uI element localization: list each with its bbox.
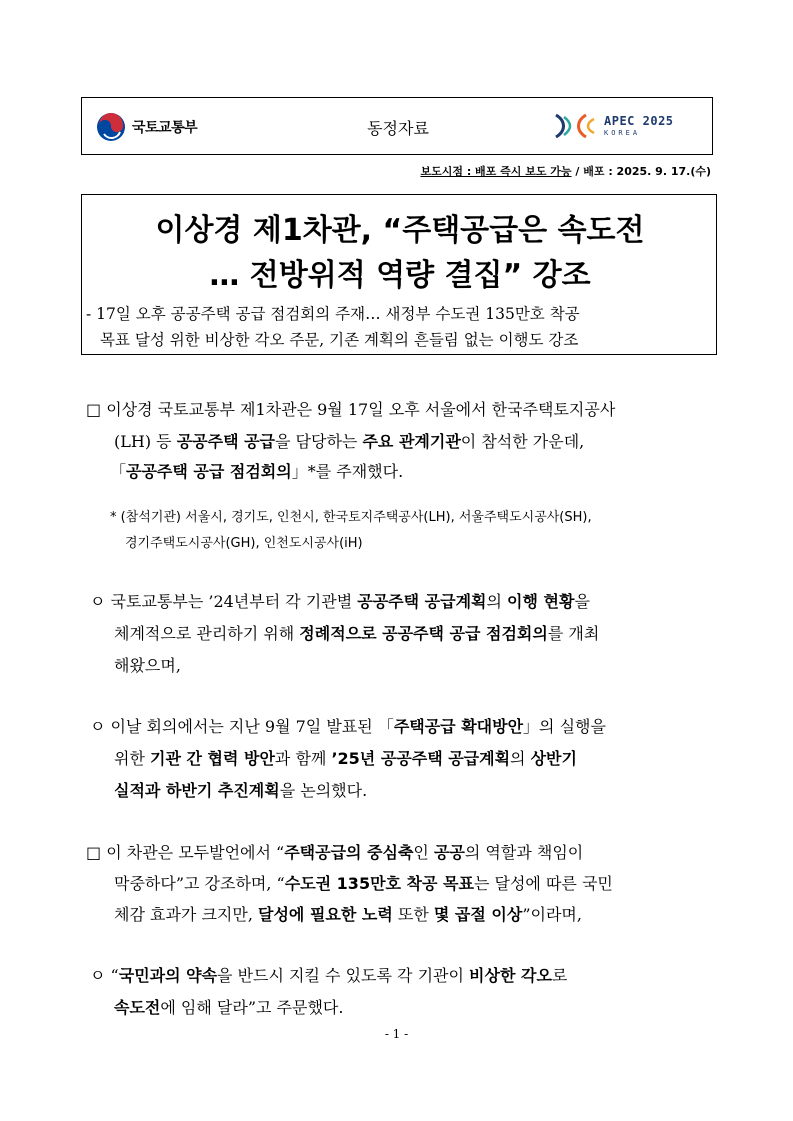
footnote-line-1: * (참석기관) 서울시, 경기도, 인천시, 한국토지주택공사(LH), 서울주택도시공사(SH),: [110, 510, 592, 525]
title-box: [81, 194, 717, 355]
headline-line-1: 이상경 제1차관, “주택공급은 속도전: [155, 213, 645, 248]
paragraph-2-line-2: 체계적으로 관리하기 위해 정례적으로 공공주택 공급 점검회의를 개최: [114, 624, 600, 643]
paragraph-1-line-2: (LH) 등 공공주택 공급을 담당하는 주요 관계기관이 참석한 가운데,: [114, 432, 585, 451]
paragraph-2-line-1: ㅇ 국토교통부는 ’24년부터 각 기관별 공공주택 공급계획의 이행 현황을: [90, 592, 590, 611]
paragraph-5-line-1: ㅇ “국민과의 약속을 반드시 지킬 수 있도록 각 기관이 비상한 각오로: [90, 966, 568, 985]
release-separator: /: [571, 165, 584, 178]
apec-logo: [552, 108, 674, 144]
paragraph-4-line-1: □ 이 차관은 모두발언에서 “주택공급의 중심축인 공공의 역할과 책임이: [86, 843, 584, 862]
document-type: 동정자료: [367, 119, 429, 138]
paragraph-3-line-1: ㅇ 이날 회의에서는 지난 9월 7일 발표된 「주택공급 확대방안」의 실행을: [90, 717, 606, 736]
paragraph-3-line-2: 위한 기관 간 협력 방안과 함께 ’25년 공공주택 공급계획의 상반기: [114, 749, 577, 768]
footnote-line-2: 경기주택도시공사(GH), 인천도시공사(iH): [125, 536, 363, 551]
paragraph-2-line-3: 해왔으며,: [114, 656, 181, 675]
paragraph-5-line-2: 속도전에 임해 달라”고 주문했다.: [114, 998, 344, 1017]
paragraph-4-line-3: 체감 효과가 크지만, 달성에 필요한 노력 또한 몇 곱절 이상”이라며,: [114, 905, 582, 924]
page-number: - 1 -: [384, 1027, 409, 1041]
paragraph-1-line-3: 「공공주택 공급 점검회의」*를 주재했다.: [110, 462, 404, 481]
subtitle-line-2: 목표 달성 위한 비상한 각오 주문, 기존 계획의 흔들림 없는 이행도 강조: [100, 331, 579, 349]
headline-line-2: … 전방위적 역량 결집” 강조: [209, 258, 591, 293]
paragraph-4-line-2: 막중하다”고 강조하며, “수도권 135만호 착공 목표는 달성에 따른 국민: [114, 874, 613, 893]
paragraph-1-line-1: □ 이상경 국토교통부 제1차관은 9월 17일 오후 서울에서 한국주택토지공사: [86, 400, 616, 419]
apec-title: APEC 2025: [604, 114, 674, 128]
release-date: 배포 : 2025. 9. 17.(수): [583, 165, 711, 178]
ministry-name: 국토교통부: [132, 120, 198, 136]
apec-subtitle: KOREA: [604, 129, 641, 137]
header-box: [81, 97, 713, 155]
release-info: [420, 163, 711, 179]
subtitle-line-1: - 17일 오후 공공주택 공급 점검회의 주재… 새정부 수도권 135만호 착공: [86, 305, 580, 323]
paragraph-3-line-3: 실적과 하반기 추진계획을 논의했다.: [114, 781, 368, 800]
apec-emblem-icon: [552, 111, 598, 141]
release-time: 보도시점 : 배포 즉시 보도 가능: [420, 165, 572, 178]
